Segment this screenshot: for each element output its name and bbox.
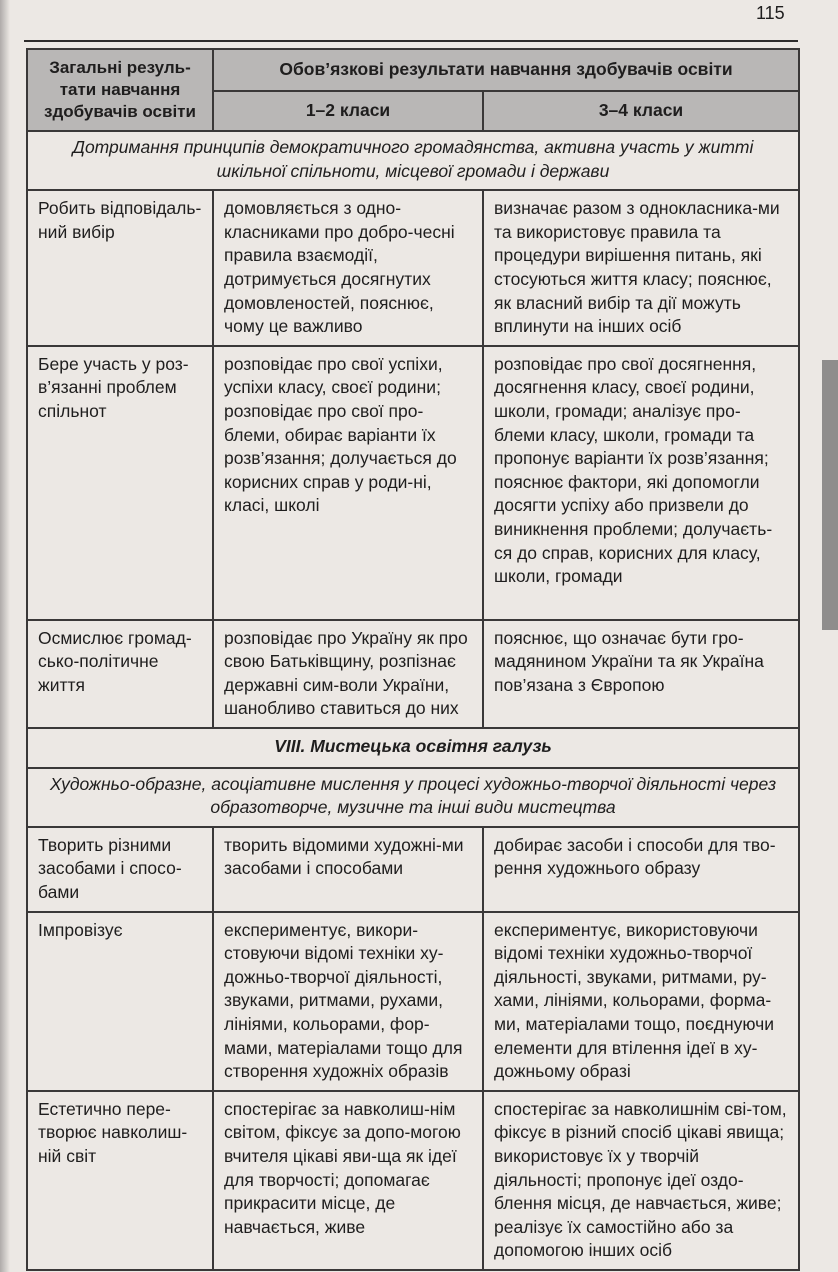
grades-3-4-cell: добирає засоби і способи для тво-рення художнього образу xyxy=(483,827,799,912)
top-rule xyxy=(24,40,798,42)
grades-3-4-cell: розповідає про свої досягнення, досягнення класу, своєї родини, школи, громади; аналізує про-блеми класу, школи, громади та пропонує варіанти їх розв’язання; пояснює фактори, які допомогли досягти успіху або призвели до виникнення проблеми; долучаєть-ся до справ, корисних для класу, школи, громади xyxy=(483,346,799,620)
section-heading: Художньо-образне, асоціативне мислення у процесі художньо-творчої діяльності через образотворче, музичне та інші види мистецтва xyxy=(27,768,799,827)
section-title: VIII. Мистецька освітня галузь xyxy=(27,728,799,768)
section-heading-row xyxy=(27,768,799,827)
table-row xyxy=(27,1091,799,1270)
grades-3-4-cell: спостерігає за навколишнім сві-том, фіксує в різний спосіб цікаві явища; використовує їх у творчій діяльності; пропонує ідеї оздо-блення місця, де навчається, живе; реалізує їх самостійно або за допомогою інших осіб xyxy=(483,1091,799,1270)
page-number: 115 xyxy=(756,3,785,23)
table-row xyxy=(27,190,799,346)
header-mandatory-results: Обов’язкові результати навчання здобувачів освіти xyxy=(213,49,799,91)
general-result-cell: Робить відповідаль-ний вибір xyxy=(27,190,213,346)
header-general-results: Загальні резуль-тати навчання здобувачів освіти xyxy=(27,49,213,131)
grades-1-2-cell: розповідає про свої успіхи, успіхи класу, своєї родини; розповідає про свої про-блеми, обирає варіанти їх розв’язання; долучається до корисних справ у роди-ні, класі, школі xyxy=(213,346,483,620)
general-result-cell: Творить різними засобами і спосо-бами xyxy=(27,827,213,912)
table-row xyxy=(27,346,799,620)
section-title-row xyxy=(27,728,799,768)
header-row xyxy=(27,49,799,91)
grades-3-4-cell: визначає разом з однокласника-ми та використовує правила та процедури вирішення питань, які стосуються життя класу; пояснює, як власний вибір та дії можуть вплинути на інших осіб xyxy=(483,190,799,346)
page-edge-shadow xyxy=(0,0,10,1272)
header-grades-3-4: 3–4 класи xyxy=(483,91,799,131)
grades-1-2-cell: домовляється з одно-класниками про добро-чесні правила взаємодії, дотримується досягнутих домовленостей, пояснює, чому це важливо xyxy=(213,190,483,346)
general-result-cell: Бере участь у роз-в’язанні проблем спільнот xyxy=(27,346,213,620)
general-result-cell: Естетично пере-творює навколиш-ній світ xyxy=(27,1091,213,1270)
grades-1-2-cell: експериментує, викори-стовуючи відомі техніки ху-дожньо-творчої діяльності, звуками, ритмами, рухами, лініями, кольорами, фор-мами, матеріалами тощо для створення художніх образів xyxy=(213,912,483,1091)
page-edge-strip xyxy=(822,360,838,630)
general-result-cell: Імпровізує xyxy=(27,912,213,1091)
section-heading-row xyxy=(27,131,799,190)
table-row xyxy=(27,827,799,912)
grades-1-2-cell: спостерігає за навколиш-нім світом, фіксує за допо-могою вчителя цікаві яви-ща як ідеї для творчості; допомагає прикрасити місце, де навчається, живе xyxy=(213,1091,483,1270)
grades-3-4-cell: експериментує, використовуючи відомі техніки художньо-творчої діяльності, звуками, ритмами, ру-хами, лініями, кольорами, форма-ми, матеріалами тощо, поєднуючи елементи для втілення ідеї в ху-дожньому образі xyxy=(483,912,799,1091)
table-row xyxy=(27,912,799,1091)
header-grades-1-2: 1–2 класи xyxy=(213,91,483,131)
grades-3-4-cell: пояснює, що означає бути гро-мадянином України та як Україна пов’язана з Європою xyxy=(483,620,799,728)
general-result-cell: Осмислює громад-сько-політичне життя xyxy=(27,620,213,728)
grades-1-2-cell: розповідає про Україну як про свою Батьківщину, розпізнає державні сим-воли України, шанобливо ставиться до них xyxy=(213,620,483,728)
results-table xyxy=(26,48,800,1271)
grades-1-2-cell: творить відомими художні-ми засобами і способами xyxy=(213,827,483,912)
section-heading: Дотримання принципів демократичного громадянства, активна участь у житті шкільної спільноти, місцевої громади і держави xyxy=(27,131,799,190)
table-row xyxy=(27,620,799,728)
